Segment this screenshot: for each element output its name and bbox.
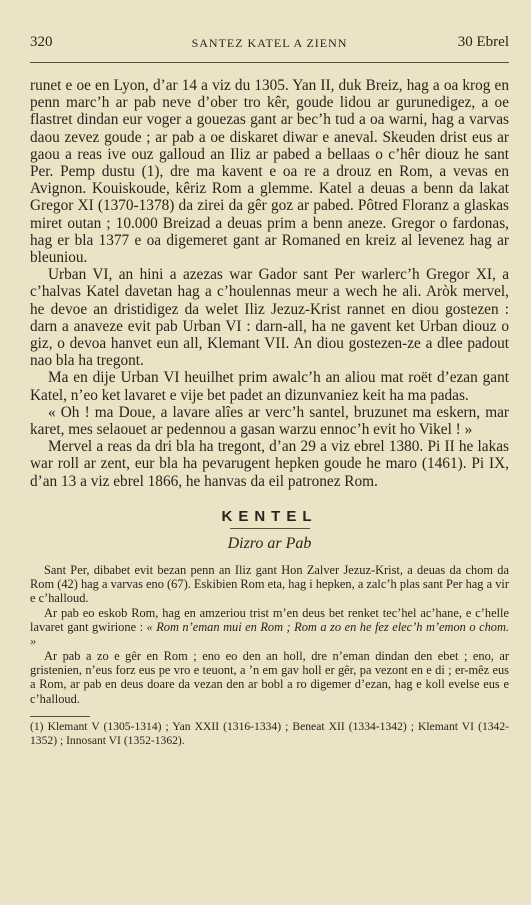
running-header: [30, 34, 509, 56]
lesson-text: [30, 563, 509, 706]
running-title: SANTEZ KATEL A ZIENN: [191, 36, 348, 50]
paragraph: Urban VI, an hini a azezas war Gador sant Per warlerc’h Gregor XI, a c’halvas Katel davetan hag a c’houlennas meur a wech he ali. Aròk mervel, he devoe an dristidigez da welet Iliz Jezuz-Krist rannet en diou gostezen : darn a anaveze evit pab Urban VI : darn-all, ha ne gavent ket Urban diouz o giz, o devoa hanvet eun all, Klemant VII. An diou gostezen-ze a dlee padout nao bla ha tregont.: [30, 266, 509, 370]
header-rule: [30, 62, 509, 63]
paragraph: runet e oe en Lyon, d’ar 14 a viz du 1305. Yan II, duk Breiz, hag a oa krog en penn marc’h ar pab neve d’ober tro kêr, goude lidou ar gurunedigez, a oe flastret dindan eur voger a gouezas gant ar bec’h tud a oa warni, hag a varvas daou zevez goude ; ar pab a oe diskaret diwar e aneval. Skeuden drist eus ar gaou a reas ive ouz galloud an Iliz ar pabed a bellaas o c’hêr diouz he sant Per. Pemp dustu (1), dre ma kavent e oa re a drouz en Rom, a vevas en Avignon. Kouiskoude, kêriz Rom a glemme. Katel a deuas a benn da lakat Gregor XI (1370-1378) da zirei da gêr goz ar pabed. Pôtred Floranz a glaskas miret outan ; 10.000 Breizad a deuas prim a benn aneze. Gregor o fardonas, hag er bla 1377 e oa digemeret gant ar Romaned en kreiz al levenez hag ar bleuniou.: [30, 77, 509, 267]
header-date: 30 Ebrel: [457, 34, 509, 50]
lesson-quote: « Rom n’eman mui en Rom ; Rom a zo en he fez elec’h m’emon o chom. »: [30, 620, 509, 649]
paragraph: Mervel a reas da dri bla ha tregont, d’an 29 a viz ebrel 1380. Pi II he lakas war roll ar zent, eur bla ha pevarugent hepken goude he maro (1461). Pi IX, d’an 13 a viz ebrel 1866, he hanvas da eil patronez Rom.: [30, 438, 509, 490]
lesson-paragraph: [30, 606, 509, 649]
section-heading-rule: [230, 528, 310, 529]
section-heading: KENTEL: [221, 507, 318, 525]
lesson-paragraph: Sant Per, dibabet evit bezan penn an Iliz gant Hon Zalver Jezuz-Krist, a deuas da chom da Rom (42) hag a varvas eno (67). Eskibien Rom eta, hag i hepken, a zalc’h plas sant Per hag a vir e c’halloud.: [30, 562, 509, 606]
main-text: [30, 77, 509, 490]
footnote: (1) Klemant V (1305-1314) ; Yan XXII (1316-1334) ; Beneat XII (1334-1342) ; Klemant VI (1342-1352) ; Innosant VI (1352-1362).: [30, 719, 509, 747]
lesson-text-run: Ar pab eo eskob Rom, hag en amzeriou trist m’en deus bet renket tec’hel ac’hane, e c’helle lavaret gant gwirione :: [30, 605, 509, 635]
page-number: 320: [30, 34, 53, 50]
section-subtitle: Dizro ar Pab: [227, 534, 312, 552]
footnote-rule: [30, 716, 90, 717]
paragraph: « Oh ! ma Doue, a lavare alîes ar verc’h santel, bruzunet ma eskern, mar karet, mes selaouet ar pedennou a gasan warzu ennoc’h evit ho Vikel ! »: [30, 403, 509, 439]
lesson-paragraph: Ar pab a zo e gêr en Rom ; eno eo den an holl, dre n’eman dindan den ebet ; eno, ar gristenien, n’eus forz eus pe vro e teuont, a ’n em gav holl er gêr, pa vezont en e di ; er-mêz eus a Rom, ar pab en deus doare da vezan den ar bobl a ro digemer d’ezan, hag e koll evelse eus e c’halloud.: [30, 648, 509, 706]
paragraph: Ma en dije Urban VI heuilhet prim awalc’h an aliou mat roët d’ezan gant Katel, n’eo ket lavaret e vije bet padet an dizunvaniez keit ha ma padas.: [30, 369, 509, 404]
